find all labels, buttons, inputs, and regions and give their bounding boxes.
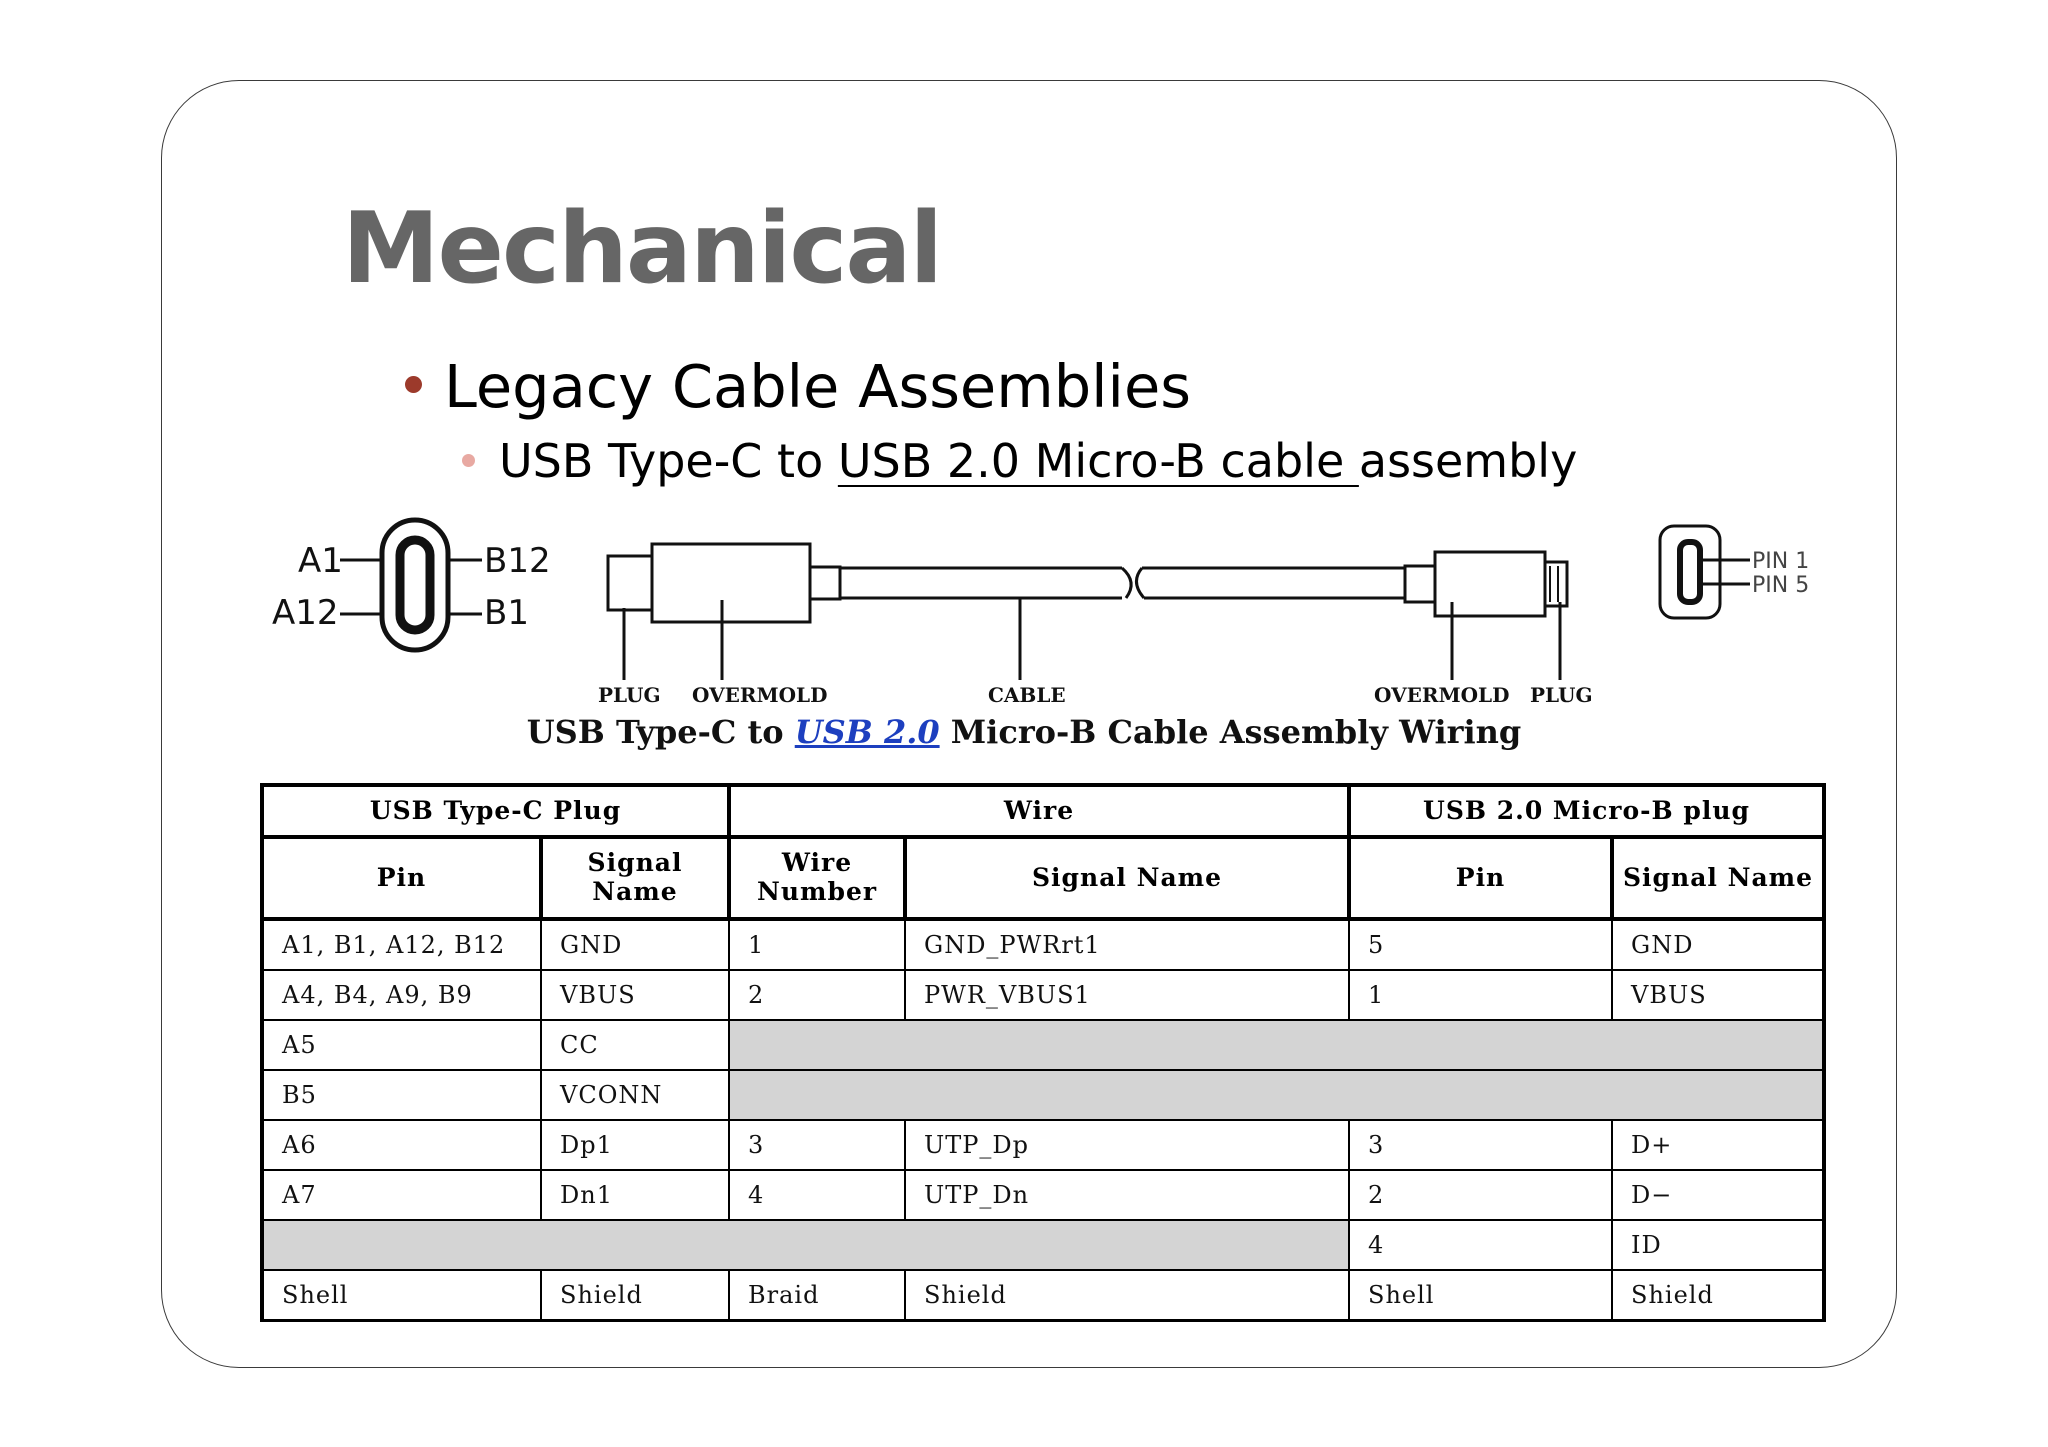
table-cell: 2 bbox=[729, 970, 905, 1020]
table-row bbox=[262, 919, 1824, 970]
microb-receptacle-icon bbox=[1660, 526, 1750, 618]
col-header-microb-signal: Signal Name bbox=[1612, 837, 1824, 919]
table-cell: PWR_VBUS1 bbox=[905, 970, 1349, 1020]
wiring-table bbox=[260, 783, 1826, 1322]
callout-plug-left: PLUG bbox=[598, 683, 661, 707]
table-cell: Shield bbox=[541, 1270, 729, 1321]
table-row bbox=[262, 1270, 1824, 1321]
table-cell: 4 bbox=[1349, 1220, 1612, 1270]
col-header-wire-number: Wire Number bbox=[729, 837, 905, 919]
table-cell-empty bbox=[262, 1220, 1349, 1270]
table-cell: CC bbox=[541, 1020, 729, 1070]
table-cell: D− bbox=[1612, 1170, 1824, 1220]
table-row bbox=[262, 1020, 1824, 1070]
table-cell: 4 bbox=[729, 1170, 905, 1220]
bullet-level-1-text: Legacy Cable Assemblies bbox=[444, 352, 1191, 421]
table-cell: Braid bbox=[729, 1270, 905, 1321]
bullet-level-2-prefix: USB Type-C to bbox=[499, 434, 838, 488]
table-cell: VCONN bbox=[541, 1070, 729, 1120]
table-cell: A7 bbox=[262, 1170, 541, 1220]
typec-label-b12: B12 bbox=[484, 541, 551, 581]
table-cell: Dp1 bbox=[541, 1120, 729, 1170]
table-cell: VBUS bbox=[1612, 970, 1824, 1020]
microb-label-pin5: PIN 5 bbox=[1752, 573, 1810, 598]
table-cell: ID bbox=[1612, 1220, 1824, 1270]
table-row bbox=[262, 970, 1824, 1020]
cable-assembly-diagram bbox=[270, 512, 1830, 712]
table-cell: 3 bbox=[729, 1120, 905, 1170]
table-cell: B5 bbox=[262, 1070, 541, 1120]
table-cell: 1 bbox=[1349, 970, 1612, 1020]
bullet-level-2-link[interactable]: USB 2.0 Micro-B cable bbox=[837, 434, 1359, 488]
diagram-caption bbox=[0, 713, 2048, 751]
table-cell: D+ bbox=[1612, 1120, 1824, 1170]
typec-label-a12: A12 bbox=[272, 593, 339, 633]
table-cell: A1, B1, A12, B12 bbox=[262, 919, 541, 970]
caption-prefix: USB Type-C to bbox=[526, 713, 795, 751]
table-cell-empty bbox=[729, 1020, 1824, 1070]
table-cell: Shield bbox=[905, 1270, 1349, 1321]
table-cell-empty bbox=[729, 1070, 1824, 1120]
col-header-microb-pin: Pin bbox=[1349, 837, 1612, 919]
typec-label-b1: B1 bbox=[484, 593, 529, 633]
table-cell: UTP_Dn bbox=[905, 1170, 1349, 1220]
callout-overmold-right: OVERMOLD bbox=[1374, 683, 1510, 707]
table-cell: A5 bbox=[262, 1020, 541, 1070]
table-column-header-row bbox=[262, 837, 1824, 919]
table-cell: 5 bbox=[1349, 919, 1612, 970]
group-header-typec-plug: USB Type-C Plug bbox=[262, 785, 729, 837]
table-cell: Shield bbox=[1612, 1270, 1824, 1321]
table-cell: Dn1 bbox=[541, 1170, 729, 1220]
bullet-level-2 bbox=[462, 434, 1578, 488]
callout-overmold-left: OVERMOLD bbox=[692, 683, 828, 707]
sub-bullet-dot-icon bbox=[462, 454, 475, 467]
callout-plug-right: PLUG bbox=[1530, 683, 1593, 707]
table-cell: VBUS bbox=[541, 970, 729, 1020]
col-header-typec-signal: Signal Name bbox=[541, 837, 729, 919]
cable-drawing bbox=[608, 544, 1567, 680]
slide-title: Mechanical bbox=[342, 192, 942, 306]
col-header-wire-signal: Signal Name bbox=[905, 837, 1349, 919]
table-row bbox=[262, 1170, 1824, 1220]
table-row bbox=[262, 1220, 1824, 1270]
typec-receptacle-icon bbox=[340, 520, 482, 650]
caption-suffix: Micro-B Cable Assembly Wiring bbox=[939, 713, 1522, 751]
bullet-level-1 bbox=[405, 352, 1191, 421]
bullet-dot-icon bbox=[405, 376, 422, 393]
table-cell: 3 bbox=[1349, 1120, 1612, 1170]
table-cell: Shell bbox=[262, 1270, 541, 1321]
microb-label-pin1: PIN 1 bbox=[1752, 549, 1810, 574]
table-cell: GND bbox=[1612, 919, 1824, 970]
callout-cable: CABLE bbox=[988, 683, 1066, 707]
group-header-wire: Wire bbox=[729, 785, 1349, 837]
table-cell: Shell bbox=[1349, 1270, 1612, 1321]
table-cell: UTP_Dp bbox=[905, 1120, 1349, 1170]
table-cell: A6 bbox=[262, 1120, 541, 1170]
bullet-level-2-suffix: assembly bbox=[1358, 434, 1578, 488]
table-cell: 1 bbox=[729, 919, 905, 970]
group-header-microb-plug: USB 2.0 Micro-B plug bbox=[1349, 785, 1824, 837]
col-header-typec-pin: Pin bbox=[262, 837, 541, 919]
caption-link-usb20[interactable]: USB 2.0 bbox=[794, 713, 940, 751]
table-row bbox=[262, 1070, 1824, 1120]
table-cell: 2 bbox=[1349, 1170, 1612, 1220]
table-cell: GND bbox=[541, 919, 729, 970]
table-group-header-row bbox=[262, 785, 1824, 837]
table-cell: A4, B4, A9, B9 bbox=[262, 970, 541, 1020]
table-cell: GND_PWRrt1 bbox=[905, 919, 1349, 970]
typec-label-a1: A1 bbox=[298, 541, 343, 581]
table-row bbox=[262, 1120, 1824, 1170]
